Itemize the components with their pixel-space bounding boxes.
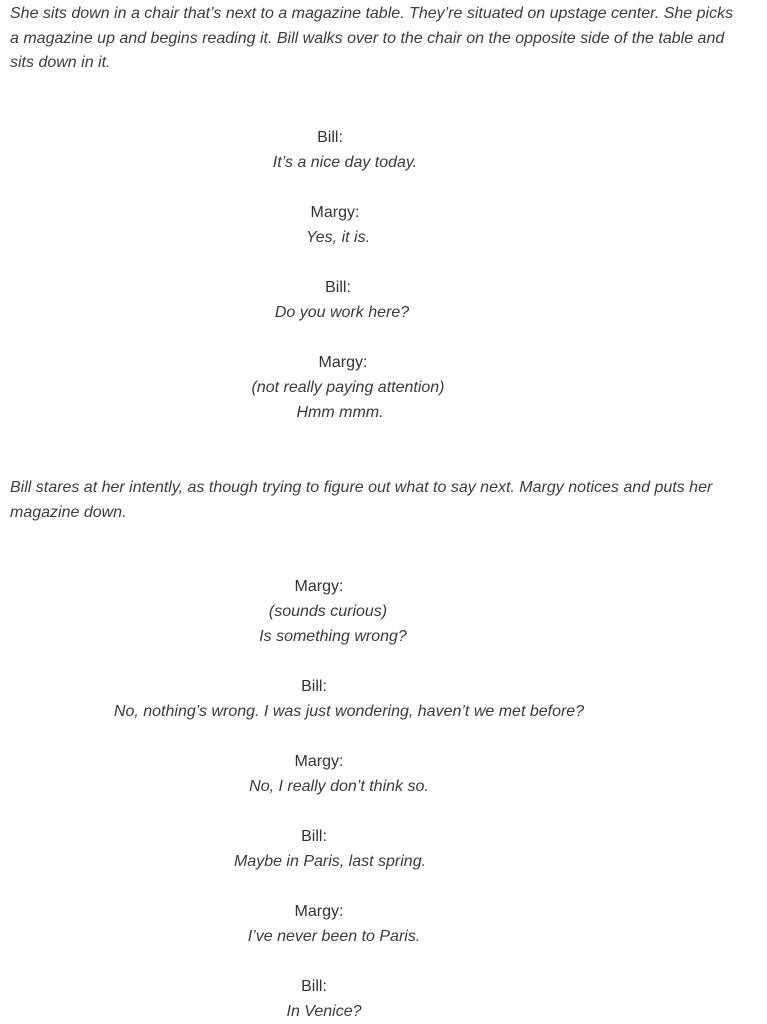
dialogue-line: No, nothing’s wrong. I was just wondering, haven’t we met before? bbox=[113, 703, 585, 720]
dialogue-line: Do you work here? bbox=[274, 304, 410, 321]
stage-direction-line: sits down in it. bbox=[10, 54, 111, 71]
dialogue-line: No, I really don’t think so. bbox=[249, 778, 429, 795]
stage-direction-line: magazine down. bbox=[10, 503, 127, 521]
dialogue-line: In Venice? bbox=[286, 1003, 362, 1020]
speaker-name: Bill: bbox=[317, 129, 343, 146]
stage-direction-line: Bill stares at her intently, as though trying to figure out what to say next. Margy notices and puts her bbox=[10, 479, 713, 496]
speaker-name: Bill: bbox=[301, 678, 327, 695]
parenthetical: (sounds curious) bbox=[268, 603, 388, 620]
speaker-name: Margy: bbox=[294, 903, 344, 920]
speaker-name: Margy: bbox=[310, 204, 360, 221]
speaker-name: Margy: bbox=[294, 753, 344, 770]
dialogue-line: Hmm mmm. bbox=[296, 404, 384, 421]
parenthetical: (not really paying attention) bbox=[251, 379, 445, 396]
dialogue-line: Maybe in Paris, last spring. bbox=[233, 853, 427, 870]
speaker-name: Margy: bbox=[318, 354, 368, 371]
dialogue-line: I’ve never been to Paris. bbox=[247, 928, 421, 945]
stage-direction-line: a magazine up and begins reading it. Bill walks over to the chair on the opposite side of the table and bbox=[10, 29, 725, 47]
dialogue-line: Is something wrong? bbox=[259, 628, 407, 645]
speaker-name: Bill: bbox=[301, 978, 327, 995]
dialogue-line: Yes, it is. bbox=[305, 229, 371, 246]
speaker-name: Margy: bbox=[294, 578, 344, 595]
dialogue-line: It’s a nice day today. bbox=[272, 154, 418, 171]
stage-direction-line: She sits down in a chair that’s next to a magazine table. They’re situated on upstage center. She picks bbox=[10, 5, 734, 22]
speaker-name: Bill: bbox=[301, 828, 327, 845]
speaker-name: Bill: bbox=[325, 279, 351, 296]
